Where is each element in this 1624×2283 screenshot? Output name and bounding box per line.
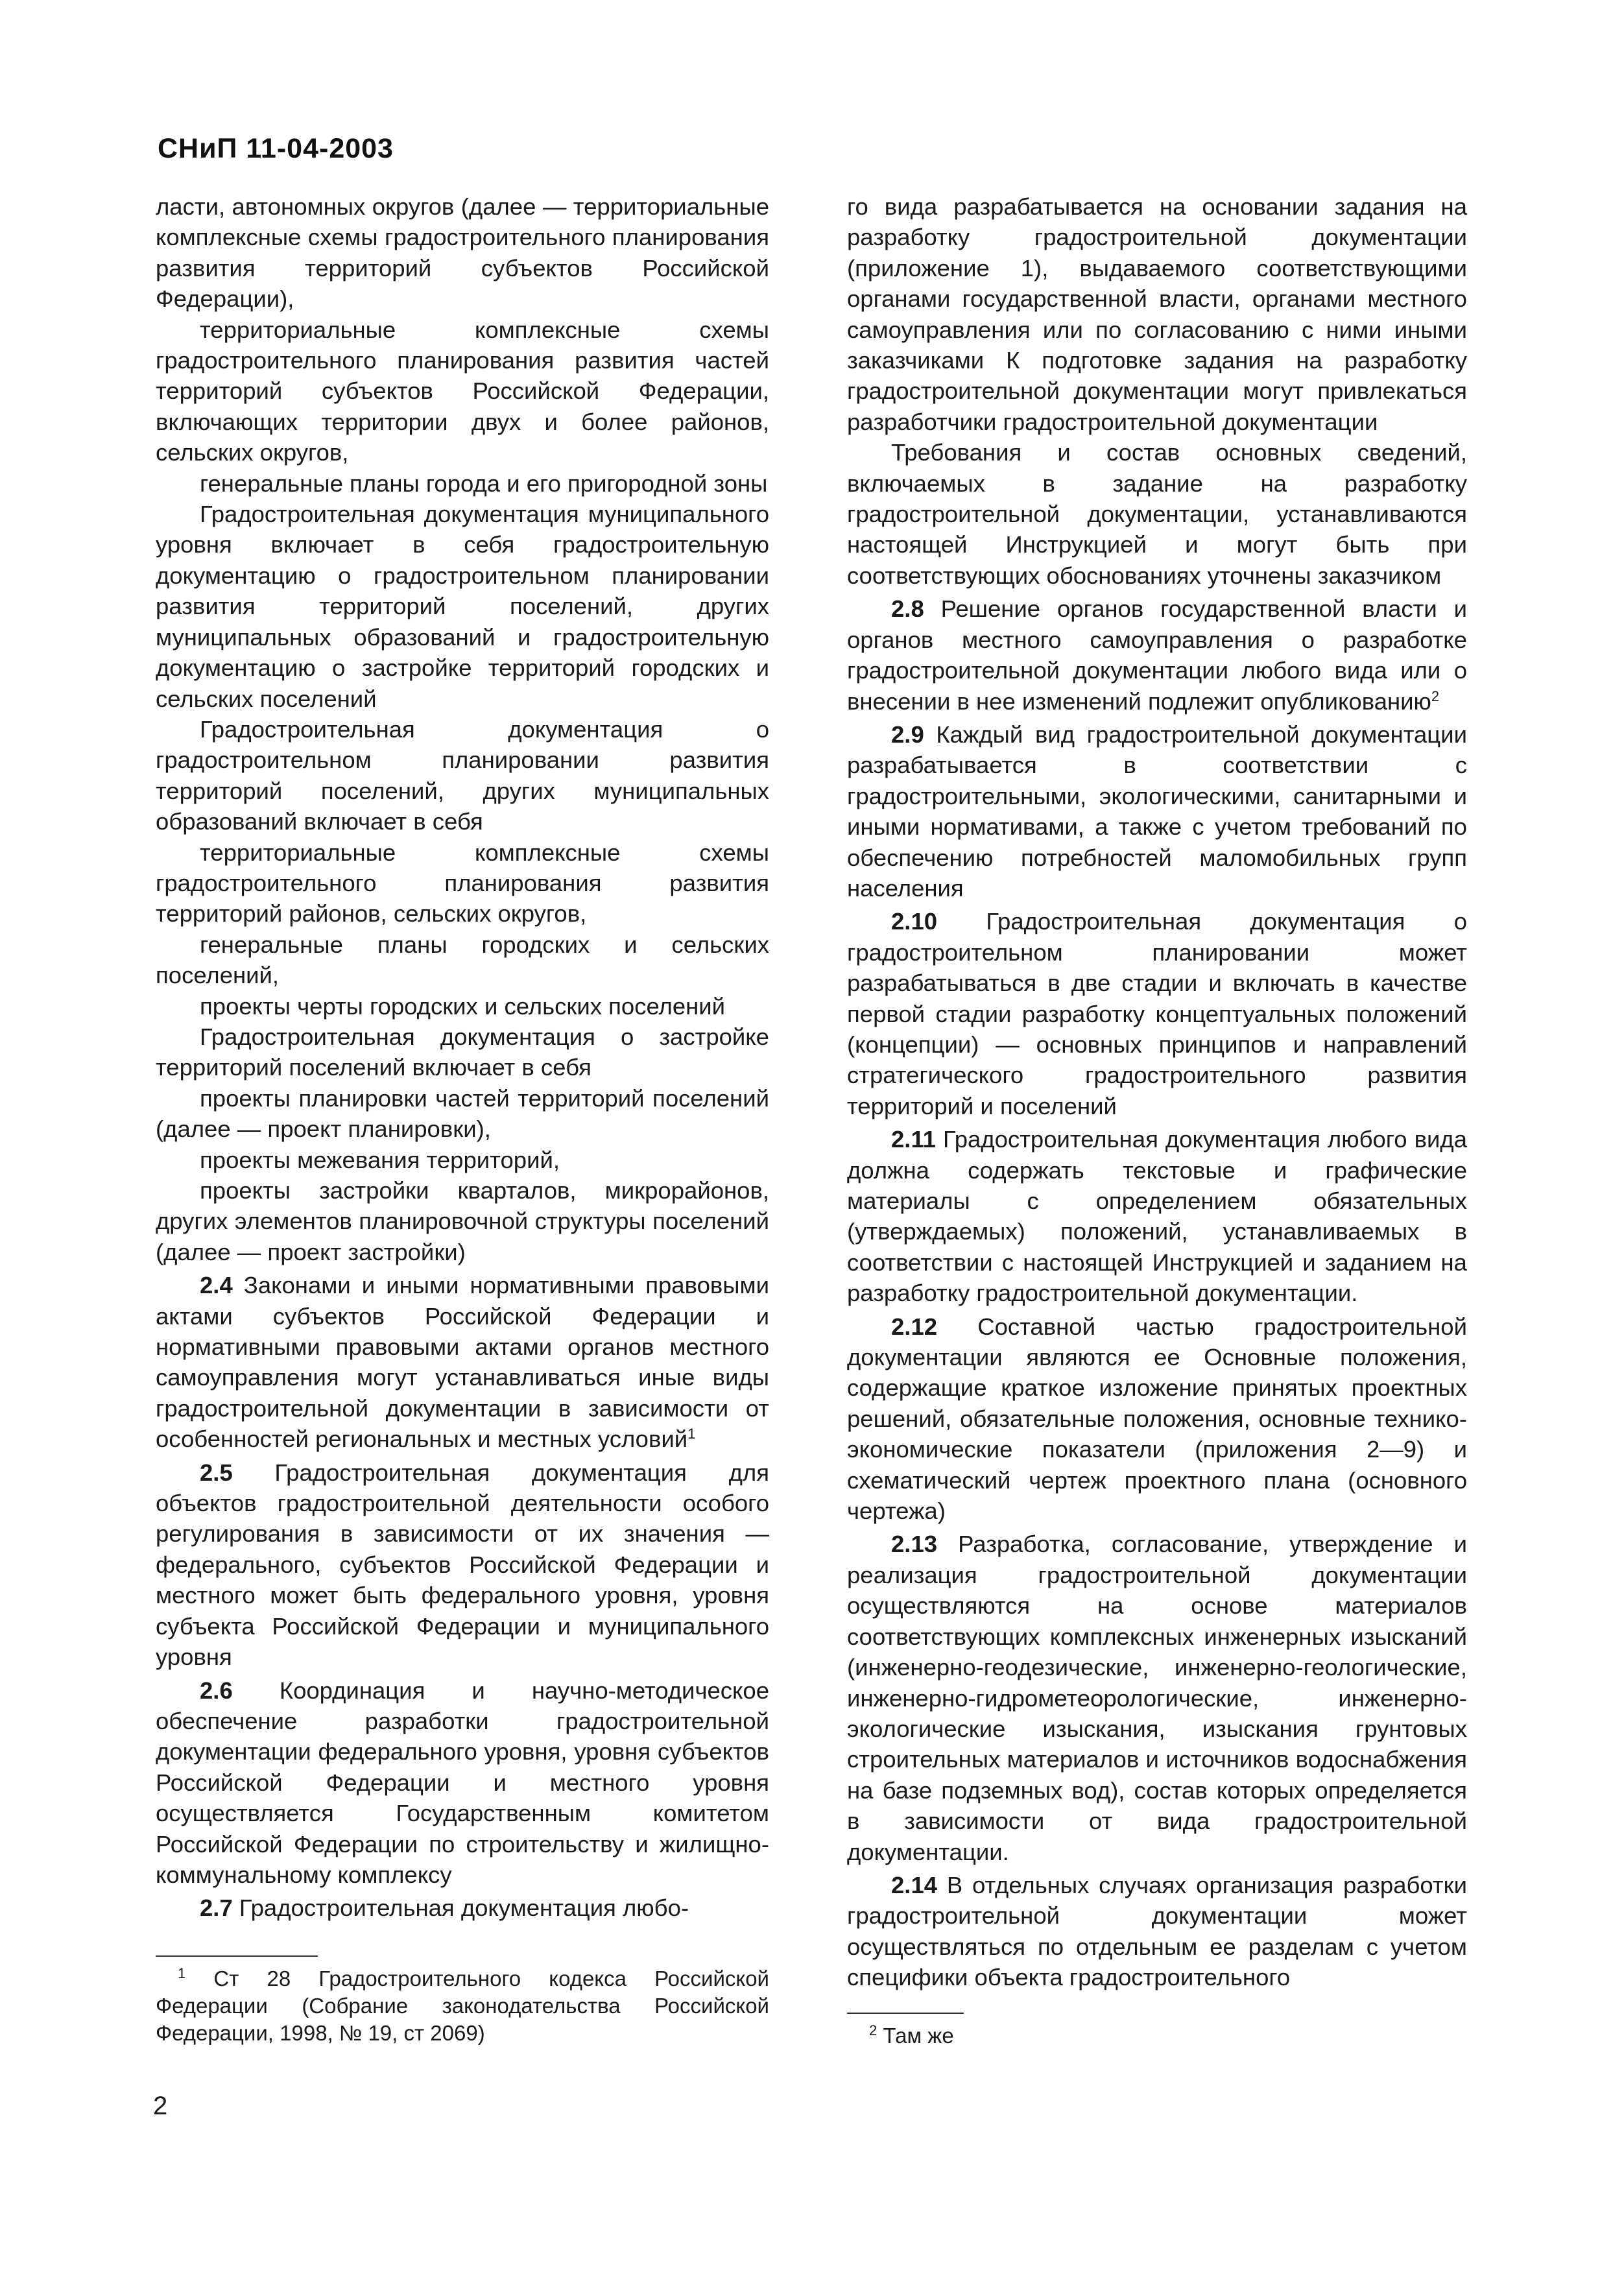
- paragraph: [156, 991, 769, 1022]
- paragraph: [156, 1083, 769, 1145]
- paragraph-text: ласти, автономных округов (далее — территориальные комплексные схемы градостроительного планирования развития территорий субъектов Российской Федерации),: [156, 193, 769, 313]
- paragraph: [847, 719, 1467, 903]
- paragraph: [847, 593, 1467, 717]
- paragraph-text: Разработка, согласование, утверждение и реализация градостроительной документации осуществляются на основе материалов соответствующих комплексных инженерных изысканий (инженерно-геодезические, инженерно-геологические, инженерно-гидрометеорологические, инженерно-экологические изыскания, изыскания грунтовых строительных материалов и источников водоснабжения на базе подземных вод), состав которых определяется в зависимости от вида градостроительной документации.: [847, 1531, 1467, 1865]
- paragraph-text: территориальные комплексные схемы градостроительного планирования развития частей территорий субъектов Российской Федерации, включающих территории двух и более районов, сельских округов,: [156, 316, 769, 466]
- footnote-reference: 2: [1431, 687, 1440, 704]
- paragraph-text: генеральные планы города и его пригородной зоны: [200, 470, 768, 497]
- paragraph-text: Требования и состав основных сведений, включаемых в задание на разработку градостроительной документации, устанавливаются настоящей Инструкцией и могут быть при соответствующих обоснованиях уточнены заказчиком: [847, 439, 1467, 589]
- clause-number: 2.6: [200, 1677, 233, 1704]
- footnote-right: [847, 2022, 1467, 2050]
- paragraph-text: Законами и иными нормативными правовыми актами субъектов Российской Федерации и нормативными правовыми актами органов местного самоуправления могут устанавливаться иные виды градостроительной документации в зависимости от особенностей региональных и местных условий: [156, 1272, 769, 1453]
- paragraph: [156, 191, 769, 315]
- paragraph: [847, 437, 1467, 591]
- page-number: 2: [153, 2092, 168, 2120]
- clause-number: 2.13: [891, 1531, 938, 1558]
- paragraph-text: го вида разрабатывается на основании задания на разработку градостроительной документации (приложение 1), выдаваемого соответствующими органами государственной власти, органами местного самоуправления или по согласованию с ними иными заказчиками К подготовке задания на разработку градостроительной документации могут привлекаться разработчики градостроительной документации: [847, 193, 1467, 435]
- paragraph-text: проекты черты городских и сельских поселений: [200, 992, 726, 1020]
- paragraph: [847, 1529, 1467, 1867]
- paragraph-text: проекты застройки кварталов, микрорайонов, других элементов планировочной структуры поселений (далее — проект застройки): [156, 1177, 769, 1265]
- left-text-column: [156, 191, 769, 1924]
- clause-number: 2.4: [200, 1272, 233, 1299]
- paragraph: [156, 499, 769, 714]
- footnote-divider-left: [156, 1955, 318, 1957]
- right-text-column: [847, 191, 1467, 1993]
- footnote-mark: 2: [869, 2022, 878, 2038]
- footnote-text: Там же: [877, 2024, 954, 2048]
- paragraph-text: В отдельных случаях организация разработки градостроительной документации может осуществляться по отдельным ее разделам с учетом специфики объекта градостроительного: [847, 1871, 1467, 1991]
- paragraph: [156, 1145, 769, 1175]
- paragraph: [156, 1457, 769, 1673]
- paragraph: [156, 837, 769, 929]
- paragraph: [156, 315, 769, 468]
- clause-number: 2.8: [891, 595, 924, 623]
- paragraph-text: Градостроительная документация любого вида должна содержать текстовые и графические материалы с определением обязательных (утверждаемых) положений, устанавливаемых в соответствии с настоящей Инструкцией и заданием на разработку градостроительной документации.: [847, 1126, 1467, 1307]
- clause-number: 2.12: [891, 1313, 938, 1340]
- paragraph: [156, 929, 769, 991]
- paragraph-text: Составной частью градостроительной документации являются ее Основные положения, содержащие краткое изложение принятых проектных решений, обязательные положения, основные технико-экономические показатели (приложения 2—9) и схематический чертеж проектного плана (основного чертежа): [847, 1313, 1467, 1525]
- paragraph: [847, 1311, 1467, 1527]
- clause-number: 2.14: [891, 1871, 938, 1898]
- paragraph: [156, 1175, 769, 1267]
- footnote-divider-right: [847, 2013, 964, 2014]
- clause-number: 2.10: [891, 908, 938, 935]
- paragraph-text: Градостроительная документация любо-: [232, 1895, 689, 1922]
- paragraph-text: Градостроительная документация о градостроительном планировании развития территорий поселений, других муниципальных образований включает в себя: [156, 715, 769, 835]
- paragraph-text: Градостроительная документация муниципального уровня включает в себя градостроительную документацию о градостроительном планировании развития территорий поселений, других муниципальных образований и градостроительную документацию о застройке территорий городских и сельских поселений: [156, 501, 769, 712]
- paragraph-text: генеральные планы городских и сельских поселений,: [156, 931, 769, 989]
- paragraph: [156, 468, 769, 499]
- paragraph: [156, 714, 769, 837]
- paragraph-text: Каждый вид градостроительной документации разрабатывается в соответствии с градостроительными, экологическими, санитарными и иными нормативами, а также с учетом требований по обеспечению потребностей маломобильных групп населения: [847, 721, 1467, 902]
- clause-number: 2.11: [891, 1126, 937, 1153]
- paragraph-text: Градостроительная документация о застройке территорий поселений включает в себя: [156, 1023, 769, 1081]
- paragraph-text: Решение органов государственной власти и органов местного самоуправления о разработке градостроительной документации любого вида или о внесении в нее изменений подлежит опубликованию: [847, 595, 1467, 715]
- paragraph-text: Градостроительная документация для объектов градостроительной деятельности особого регулирования в зависимости от их значения — федерального, субъектов Российской Федерации и местного может быть федерального уровня, уровня субъекта Российской Федерации и муниципального уровня: [156, 1459, 769, 1671]
- paragraph: [847, 191, 1467, 437]
- paragraph-text: проекты планировки частей территорий поселений (далее — проект планировки),: [156, 1084, 769, 1143]
- paragraph-text: проекты межевания территорий,: [200, 1146, 560, 1173]
- paragraph: [156, 1675, 769, 1891]
- paragraph: [156, 1270, 769, 1454]
- footnote-text: Ст 28 Градостроительного кодекса Российской Федерации (Собрание законодательства Российской Федерации, 1998, № 19, ст 2069): [156, 1966, 769, 2045]
- clause-number: 2.7: [200, 1895, 233, 1922]
- document-code-header: СНиП 11-04-2003: [158, 133, 394, 164]
- clause-number: 2.5: [200, 1459, 233, 1486]
- footnote-mark: 1: [178, 1965, 186, 1981]
- clause-number: 2.9: [891, 721, 924, 748]
- paragraph-text: Координация и научно-методическое обеспечение разработки градостроительной документации федерального уровня, уровня субъектов Российской Федерации и местного уровня осуществляется Государственным комитетом Российской Федерации по строительству и жилищно-коммунальному комплексу: [156, 1677, 769, 1888]
- footnote-reference: 1: [687, 1426, 696, 1442]
- paragraph: [156, 1022, 769, 1083]
- paragraph: [847, 1124, 1467, 1308]
- footnote-left: [156, 1965, 769, 2047]
- paragraph-text: Градостроительная документация о градостроительном планировании может разрабатываться в две стадии и включать в качестве первой стадии разработку концептуальных положений (концепции) — основных принципов и направлений стратегического градостроительного развития территорий и поселений: [847, 908, 1467, 1119]
- paragraph: [847, 1870, 1467, 1993]
- paragraph: [847, 906, 1467, 1121]
- paragraph: [156, 1893, 769, 1923]
- paragraph-text: территориальные комплексные схемы градостроительного планирования развития территорий районов, сельских округов,: [156, 839, 769, 927]
